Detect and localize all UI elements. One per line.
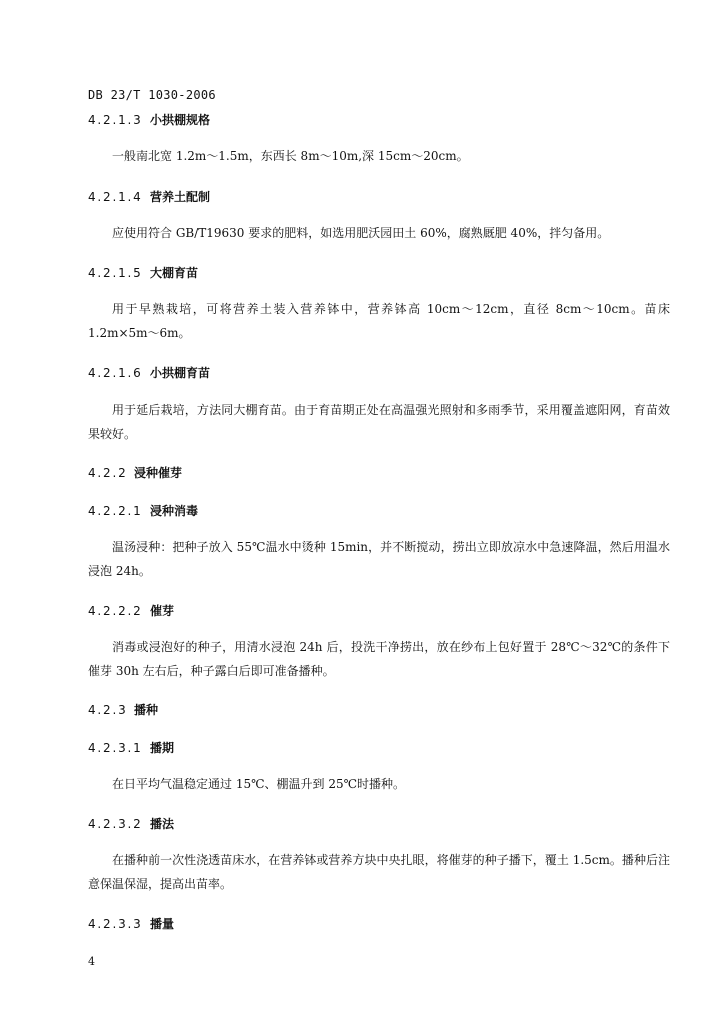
section-heading-4-2-3-3 bbox=[88, 915, 174, 932]
section-number: 4.2.1.3 bbox=[88, 113, 143, 127]
section-title: 播法 bbox=[150, 817, 175, 831]
paragraph: 应使用符合 GB/T19630 要求的肥料，如选用肥沃园田土 60%，腐熟厩肥 40%，拌匀备用。 bbox=[112, 226, 610, 240]
section-number: 4.2.3 bbox=[88, 703, 128, 717]
section-heading-4-2-3-2 bbox=[88, 815, 174, 832]
section-heading-4-2-2-2 bbox=[88, 602, 174, 619]
paragraph: 消毒或浸泡好的种子，用清水浸泡 24h 后，投洗干净捞出，放在纱布上包好置于 28℃～32℃的条件下催芽 30h 左右后，种子露白后即可准备播种。 bbox=[88, 640, 670, 678]
section-number: 4.2.2.2 bbox=[88, 604, 143, 618]
section-heading-4-2-2-1 bbox=[88, 502, 198, 519]
paragraph: 用于延后栽培，方法同大棚育苗。由于育苗期正处在高温强光照射和多雨季节，采用覆盖遮阳网，育苗效果较好。 bbox=[88, 403, 670, 441]
section-heading-4-2-3 bbox=[88, 701, 158, 718]
section-number: 4.2.1.6 bbox=[88, 366, 143, 380]
section-title: 浸种消毒 bbox=[150, 504, 199, 518]
paragraph: 用于早熟栽培，可将营养土装入营养钵中，营养钵高 10cm～12cm，直径 8cm～10cm。苗床 1.2m×5m～6m。 bbox=[88, 302, 670, 340]
paragraph: 在播种前一次性浇透苗床水，在营养钵或营养方块中央扎眼，将催芽的种子播下，覆土 1.5cm。播种后注意保温保湿，提高出苗率。 bbox=[88, 853, 670, 891]
section-title: 营养土配制 bbox=[150, 190, 211, 204]
section-heading-4-2-2 bbox=[88, 464, 182, 481]
section-heading-4-2-1-4 bbox=[88, 188, 210, 205]
paragraph: 温汤浸种：把种子放入 55℃温水中烫种 15min，并不断搅动，捞出立即放凉水中急速降温，然后用温水浸泡 24h。 bbox=[88, 540, 670, 578]
section-title: 播期 bbox=[150, 741, 175, 755]
section-number: 4.2.3.2 bbox=[88, 817, 143, 831]
section-heading-4-2-1-6 bbox=[88, 364, 210, 381]
section-title: 播种 bbox=[134, 703, 159, 717]
section-title: 催芽 bbox=[150, 604, 175, 618]
section-heading-4-2-1-5 bbox=[88, 264, 198, 281]
section-number: 4.2.1.5 bbox=[88, 266, 143, 280]
section-number: 4.2.2.1 bbox=[88, 504, 143, 518]
paragraph: 一般南北宽 1.2m～1.5m，东西长 8m～10m,深 15cm～20cm。 bbox=[112, 149, 469, 163]
section-number: 4.2.3.1 bbox=[88, 741, 143, 755]
section-number: 4.2.3.3 bbox=[88, 917, 143, 931]
section-title: 浸种催芽 bbox=[134, 466, 183, 480]
page-number: 4 bbox=[88, 955, 95, 968]
document-code-header: DB 23/T 1030-2006 bbox=[88, 88, 216, 102]
section-title: 大棚育苗 bbox=[150, 266, 199, 280]
section-title: 小拱棚育苗 bbox=[150, 366, 211, 380]
section-title: 小拱棚规格 bbox=[150, 113, 211, 127]
section-number: 4.2.2 bbox=[88, 466, 128, 480]
section-title: 播量 bbox=[150, 917, 175, 931]
paragraph: 在日平均气温稳定通过 15℃、棚温升到 25℃时播种。 bbox=[112, 777, 406, 791]
section-heading-4-2-3-1 bbox=[88, 739, 174, 756]
section-number: 4.2.1.4 bbox=[88, 190, 143, 204]
section-heading-4-2-1-3 bbox=[88, 111, 210, 128]
